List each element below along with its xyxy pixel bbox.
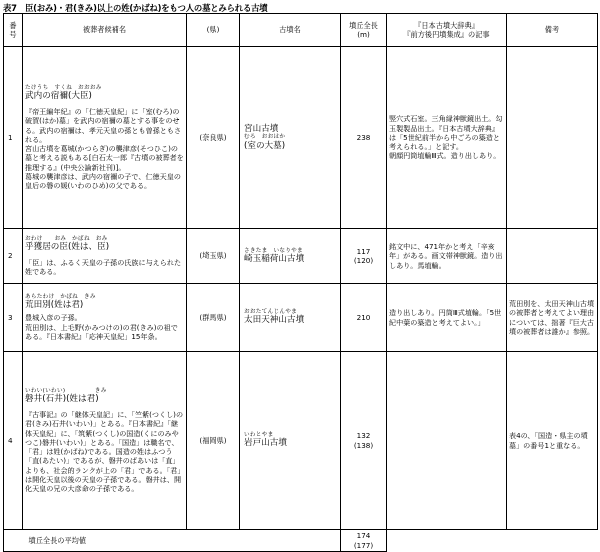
records-cell bbox=[387, 352, 507, 530]
kofun-ruby: さきたま いなりやま bbox=[244, 247, 303, 254]
header-size: 墳丘全長 (m) bbox=[341, 14, 387, 47]
mound-length: 210 bbox=[341, 284, 387, 352]
table-caption: 表7 臣(おみ)・君(きみ)以上の姓(かばね)をもつ人の墓とみられる古墳 bbox=[3, 3, 268, 13]
notes-text: 荒田別を、太田天神山古墳の被葬者と考えてよい理由については、拙著『巨大古墳の被葬者は誰か』参照。 bbox=[509, 299, 595, 336]
person-cell bbox=[23, 352, 187, 530]
person-ruby: おわけ おみ かばね おみ bbox=[25, 235, 108, 242]
kofun-table bbox=[3, 13, 598, 552]
kofun-ruby: いわとやま bbox=[244, 432, 274, 439]
header-pref: (県) bbox=[187, 14, 240, 47]
person-description: 「臣」は、ふるく天皇の子孫の氏族に与えられた姓である。 bbox=[25, 258, 182, 277]
average-value: 174 (177) bbox=[341, 530, 387, 552]
person-name: 乎獲居の臣(姓は、臣) bbox=[25, 241, 110, 252]
kofun-ruby: おおたてんじんやま bbox=[244, 309, 298, 316]
row-number: 2 bbox=[4, 229, 23, 284]
notes-text: 表4の、「国造・県主の墳墓」の番号1と重なる。 bbox=[509, 431, 588, 450]
person-description: 豊城入彦の子孫。 荒田別は、上毛野(かみつけの)の君(きみ)の祖である。『日本書紀』「応神天皇紀」15年条。 bbox=[25, 313, 178, 341]
person-description: 『古事記』の「継体天皇記」に、「竺紫(つくし)の君(きみ)石井(いわい)」とある。『日本書紀』「継体天皇紀」に、「筑紫(つくし)の国造(くにのみやつこ)磐井(いわい)」とある。「国造」は職名で、「君」は姓(かばね)である。国造の姓はふつう「直(あたい)」であるが、磐井のばあいは「直」よりも、社会的ランクが上の「君」である。「君」は開化天皇以後の天皇の子孫である。磐井は、開化天皇の兄の大彦命の子孫である。 bbox=[25, 410, 184, 493]
person-cell bbox=[23, 229, 187, 284]
mound-length: 238 bbox=[341, 47, 387, 229]
kofun-cell bbox=[240, 229, 341, 284]
prefecture: (奈良県) bbox=[187, 47, 240, 229]
table-row bbox=[4, 229, 598, 284]
person-ruby: いわい(いわい) きみ bbox=[25, 387, 107, 394]
row-number: 1 bbox=[4, 47, 23, 229]
header-row bbox=[4, 14, 598, 47]
kofun-name: 崎玉稲荷山古墳 bbox=[244, 253, 305, 264]
records-text: 銘文中に、471年かと考え「辛亥年」がある。画文帯神獣鏡。造り出しあり。馬埴輪。 bbox=[389, 242, 503, 270]
header-person: 被葬者候補名 bbox=[23, 14, 187, 47]
header-notes: 備考 bbox=[507, 14, 598, 47]
kofun-cell bbox=[240, 352, 341, 530]
header-no: 番号 bbox=[4, 14, 23, 47]
summary-row bbox=[4, 530, 598, 552]
kofun-ruby: むろ おおはか bbox=[244, 134, 286, 141]
records-text: 造り出しあり。円筒Ⅲ式埴輪。「5世紀中葉の築造と考えてよい。」 bbox=[389, 308, 502, 327]
average-label: 墳丘全長の平均値 bbox=[23, 530, 341, 552]
person-cell bbox=[23, 284, 187, 352]
prefecture: (埼玉県) bbox=[187, 229, 240, 284]
records-cell bbox=[387, 284, 507, 352]
person-ruby: あらたわけ かばね きみ bbox=[25, 293, 96, 300]
kofun-cell bbox=[240, 47, 341, 229]
notes-cell bbox=[507, 47, 598, 229]
person-name: 磐井(石井)(姓は君) bbox=[25, 393, 99, 404]
notes-cell bbox=[507, 229, 598, 284]
person-description: 『帝王編年紀』の「仁徳天皇紀」に「室(むろ)の破賀(はか)墓」を武内の宿禰の墓とする事をのせる。武内の宿禰は、孝元天皇の孫とも曽孫ともされる。 宮山古墳を葛城(かつらぎ)の襲津彦(そつひこ)の墓と考える説もある[白石太一郎『古墳の被葬者を推理する』(中央公論新社刊)]。 葛城の襲津彦は、武内の宿禰の子で、仁徳天皇の皇后の磐の媛(いわのひめ)の父である。 bbox=[25, 107, 184, 190]
header-records: 『日本古墳大辞典』 『前方後円墳集成』の記事 bbox=[387, 14, 507, 47]
row-number: 4 bbox=[4, 352, 23, 530]
records-cell bbox=[387, 47, 507, 229]
person-name: 武内の宿禰(大臣) bbox=[25, 90, 92, 101]
header-kofun: 古墳名 bbox=[240, 14, 341, 47]
kofun-name: 宮山古墳 bbox=[244, 124, 279, 135]
kofun-cell bbox=[240, 284, 341, 352]
table-row bbox=[4, 352, 598, 530]
table-row bbox=[4, 47, 598, 229]
notes-cell bbox=[507, 284, 598, 352]
kofun-alt-name: (室の大墓) bbox=[244, 140, 286, 151]
person-ruby: たけうち すくね おおおみ bbox=[25, 84, 102, 91]
row-number: 3 bbox=[4, 284, 23, 352]
mound-length: 117 (120) bbox=[341, 229, 387, 284]
mound-length: 132 (138) bbox=[341, 352, 387, 530]
kofun-name: 太田天神山古墳 bbox=[244, 315, 305, 326]
notes-cell bbox=[507, 352, 598, 530]
prefecture: (福岡県) bbox=[187, 352, 240, 530]
records-cell bbox=[387, 229, 507, 284]
records-text: 竪穴式石室。三角縁神獣鏡出土。勾玉製製品出土。『日本古墳大辞典』は「5世紀前半から中ごろの築造と考えられる。」と記す。 朝顔円筒埴輪Ⅲ式。造り出しあり。 bbox=[389, 114, 503, 161]
prefecture: (群馬県) bbox=[187, 284, 240, 352]
person-name: 荒田別(姓は君) bbox=[25, 300, 84, 311]
kofun-name: 岩戸山古墳 bbox=[244, 438, 287, 449]
person-cell bbox=[23, 47, 187, 229]
table-row bbox=[4, 284, 598, 352]
